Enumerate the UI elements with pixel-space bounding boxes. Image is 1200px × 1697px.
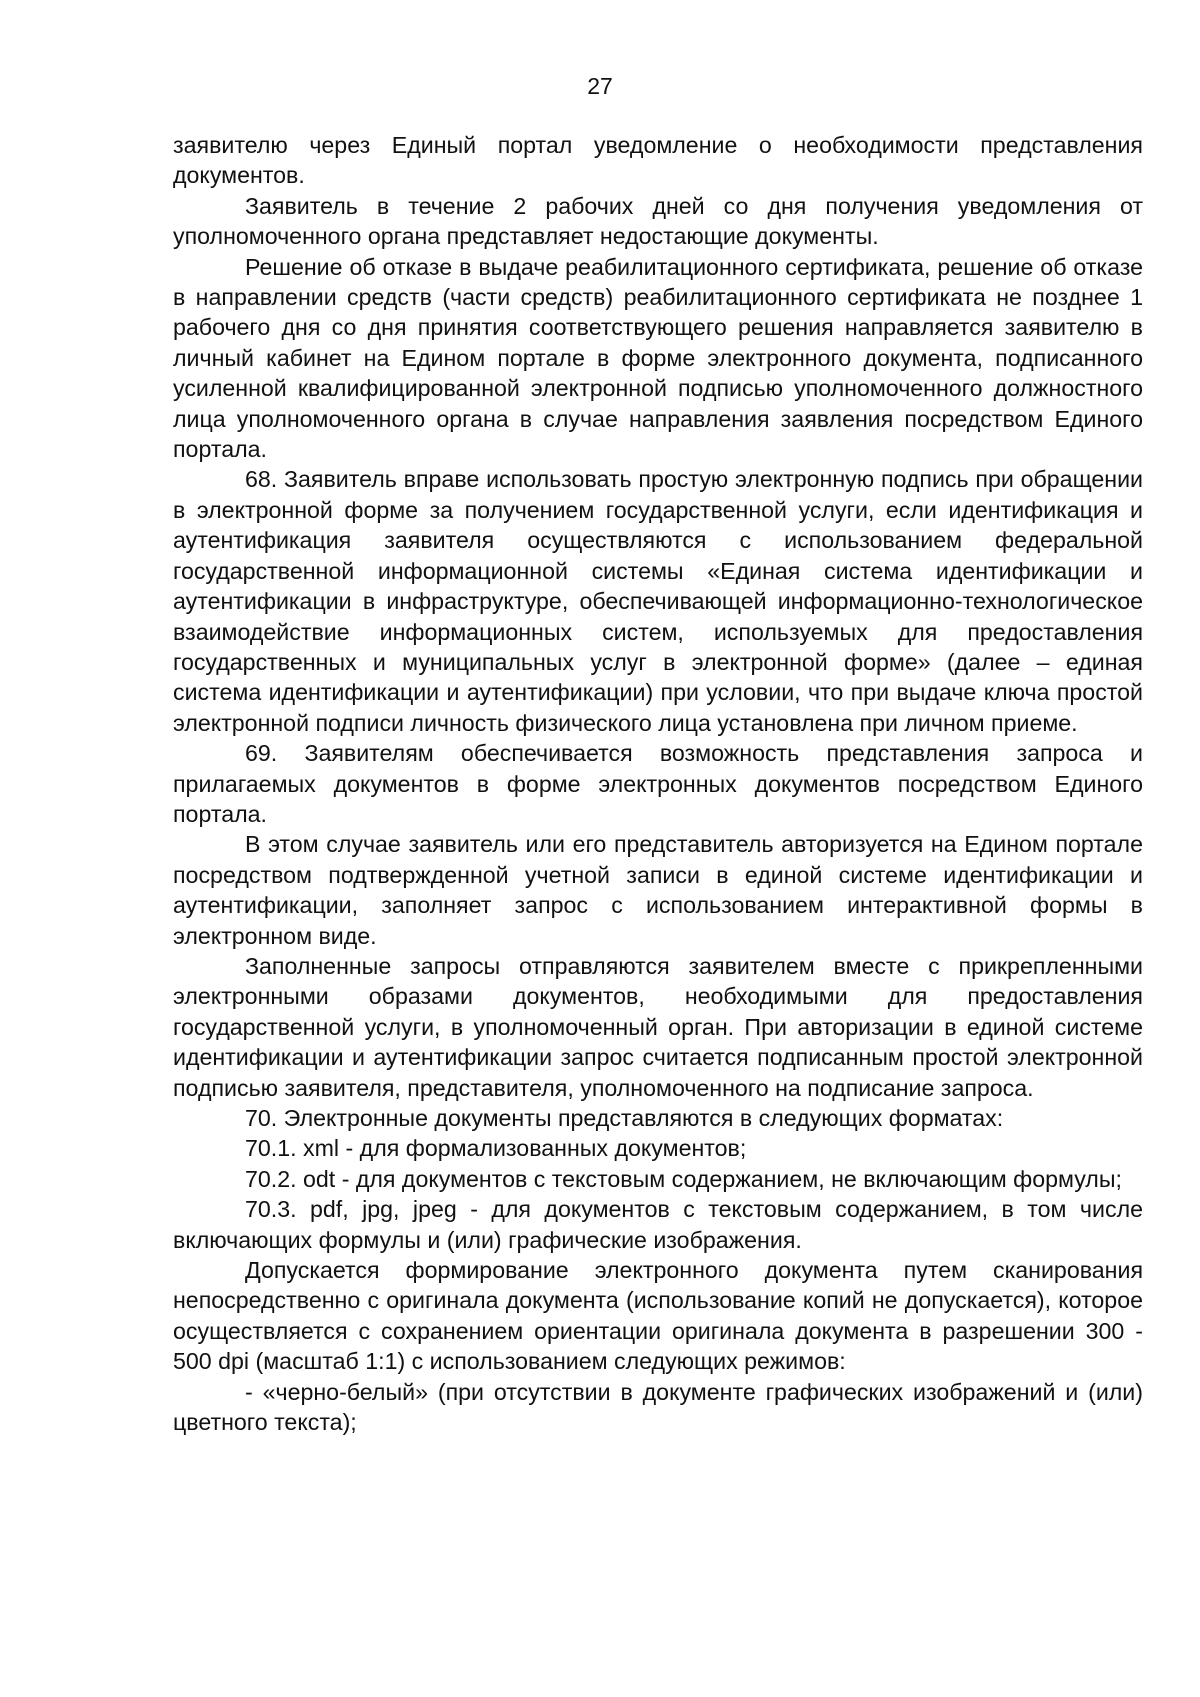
- paragraph-continuation: заявителю через Единый портал уведомление о необходимости представления документов.: [173, 132, 1143, 189]
- paragraph: Допускается формирование электронного документа путем сканирования непосредственно с оригинала документа (использование копий не допускается), которое осуществляется с сохранением ориентации оригинала документа в разрешении 300 - 500 dpi (масштаб 1:1) с использованием следующих режимов:: [173, 1257, 1143, 1375]
- page-number: 27: [587, 73, 613, 99]
- paragraph: Решение об отказе в выдаче реабилитационного сертификата, решение об отказе в направлении средств (части средств) реабилитационного сертификата не позднее 1 рабочего дня со дня принятия соответствующего решения направляется заявителю в личный кабинет на Едином портале в форме электронного документа, подписанного усиленной квалифицированной электронной подписью уполномоченного должностного лица уполномоченного органа в случае направления заявления посредством Единого портала.: [173, 253, 1143, 463]
- paragraph: Заполненные запросы отправляются заявителем вместе с прикрепленными электронными образами документов, необходимыми для предоставления государственной услуги, в уполномоченный орган. При авторизации в единой системе идентификации и аутентификации запрос считается подписанным простой электронной подписью заявителя, представителя, уполномоченного на подписание запроса.: [173, 952, 1143, 1101]
- paragraph-68: 68. Заявитель вправе использовать простую электронную подпись при обращении в электронной форме за получением государственной услуги, если идентификация и аутентификация заявителя осуществляются с использованием федеральной государственной информационной системы «Единая система идентификации и аутентификации в инфраструктуре, обеспечивающей информационно-технологическое взаимодействие информационных систем, используемых для предоставления государственных и муниципальных услуг в электронной форме» (далее – единая система идентификации и аутентификации) при условии, что при выдаче ключа простой электронной подписи личность физического лица установлена при личном приеме.: [173, 466, 1143, 736]
- paragraph: В этом случае заявитель или его представитель авторизуется на Едином портале посредством подтвержденной учетной записи в единой системе идентификации и аутентификации, заполняет запрос с использованием интерактивной формы в электронном виде.: [173, 831, 1143, 949]
- paragraph-70-1: 70.1. xml - для формализованных документов;: [245, 1135, 747, 1162]
- paragraph-70: 70. Электронные документы представляются в следующих форматах:: [245, 1105, 1004, 1131]
- paragraph: Заявитель в течение 2 рабочих дней со дня получения уведомления от уполномоченного органа представляет недостающие документы.: [173, 192, 1143, 250]
- list-item: - «черно-белый» (при отсутствии в документе графических изображений и (или) цветного текста);: [173, 1378, 1143, 1436]
- document-body: [173, 130, 1143, 1437]
- paragraph-70-3: 70.3. pdf, jpg, jpeg - для документов с текстовым содержанием, в том числе включающих формулы и (или) графические изображения.: [173, 1196, 1143, 1253]
- paragraph-70-2: 70.2. odt - для документов с текстовым содержанием, не включающим формулы;: [245, 1165, 1122, 1192]
- paragraph-69: 69. Заявителям обеспечивается возможность представления запроса и прилагаемых документов в форме электронных документов посредством Единого портала.: [173, 740, 1143, 827]
